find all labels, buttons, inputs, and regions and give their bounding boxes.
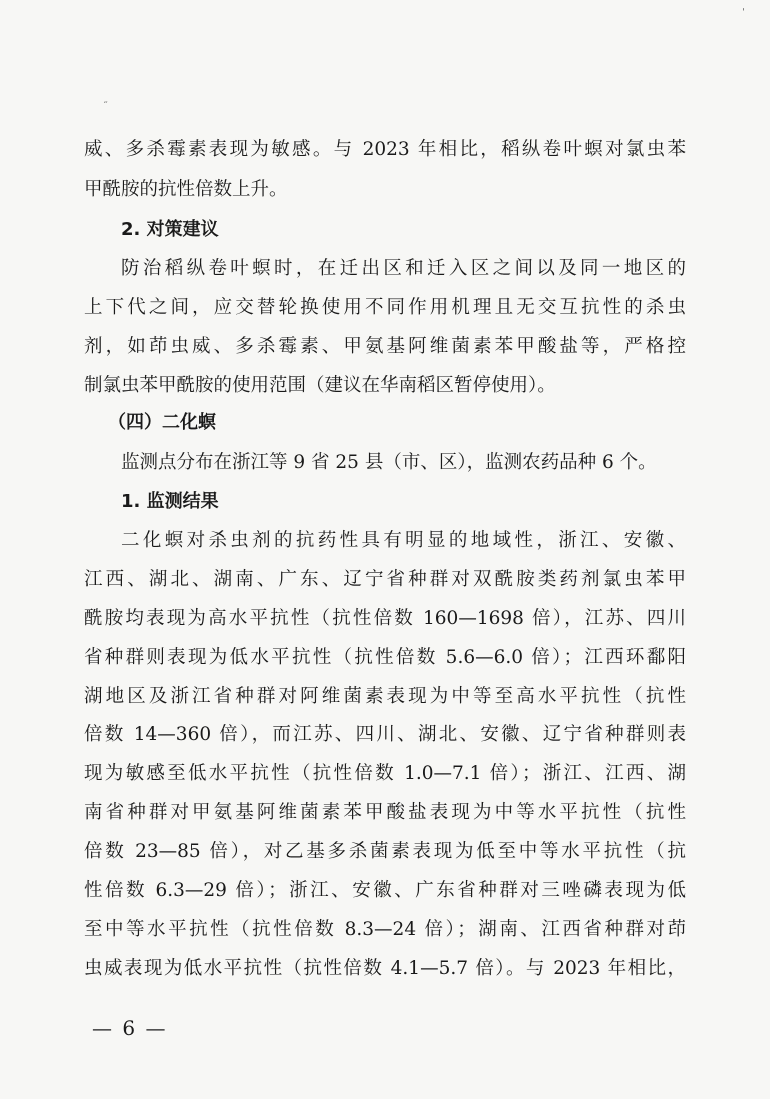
paragraph-4-line: 二化螟对杀虫剂的抗药性具有明显的地域性，浙江、安徽、	[121, 530, 686, 551]
paragraph-4-line: 江西、湖北、湖南、广东、辽宁省种群对双酰胺类药剂氯虫苯甲	[84, 569, 686, 590]
section-heading: （四）二化螟	[108, 412, 216, 433]
paragraph-4-line: 南省种群对甲氨基阿维菌素苯甲酸盐表现为中等水平抗性（抗性	[84, 802, 686, 823]
paragraph-2-line: 剂，如茚虫威、多杀霉素、甲氨基阿维菌素苯甲酸盐等，严格控	[84, 336, 686, 357]
paragraph-1-line: 威、多杀霉素表现为敏感。与 2023 年相比，稻纵卷叶螟对氯虫苯	[84, 139, 686, 160]
paragraph-4-line: 湖地区及浙江省种群对阿维菌素表现为中等至高水平抗性（抗性	[84, 686, 686, 707]
paragraph-4-line: 倍数 14—360 倍），而江苏、四川、湖北、安徽、辽宁省种群则表	[84, 724, 686, 745]
scan-speck: ˶	[104, 96, 108, 107]
scan-speck: ˈ	[742, 8, 745, 19]
paragraph-2-line: 制氯虫苯甲酰胺的使用范围（建议在华南稻区暂停使用）。	[84, 375, 556, 396]
page-number: — 6 —	[92, 1016, 168, 1040]
paragraph-3-line: 监测点分布在浙江等 9 省 25 县（市、区），监测农药品种 6 个。	[121, 452, 657, 473]
results-heading: 1. 监测结果	[121, 491, 219, 512]
paragraph-4-line: 现为敏感至低水平抗性（抗性倍数 1.0—7.1 倍）；浙江、江西、湖	[84, 763, 686, 784]
paragraph-4-line: 省种群则表现为低水平抗性（抗性倍数 5.6—6.0 倍）；江西环鄱阳	[84, 647, 686, 668]
paragraph-2-line: 上下代之间，应交替轮换使用不同作用机理且无交互抗性的杀虫	[84, 297, 686, 318]
countermeasures-heading: 2. 对策建议	[121, 219, 219, 240]
paragraph-4-line: 虫威表现为低水平抗性（抗性倍数 4.1—5.7 倍）。与 2023 年相比，	[84, 958, 686, 979]
paragraph-4-line: 倍数 23—85 倍），对乙基多杀菌素表现为低至中等水平抗性（抗	[84, 841, 686, 862]
paragraph-4-line: 酰胺均表现为高水平抗性（抗性倍数 160—1698 倍），江苏、四川	[84, 608, 686, 629]
paragraph-4-line: 至中等水平抗性（抗性倍数 8.3—24 倍）；湖南、江西省种群对茚	[84, 919, 686, 940]
paragraph-1-line: 甲酰胺的抗性倍数上升。	[84, 179, 288, 200]
paragraph-4-line: 性倍数 6.3—29 倍）；浙江、安徽、广东省种群对三唑磷表现为低	[84, 880, 686, 901]
paragraph-2-line: 防治稻纵卷叶螟时，在迁出区和迁入区之间以及同一地区的	[121, 258, 686, 279]
